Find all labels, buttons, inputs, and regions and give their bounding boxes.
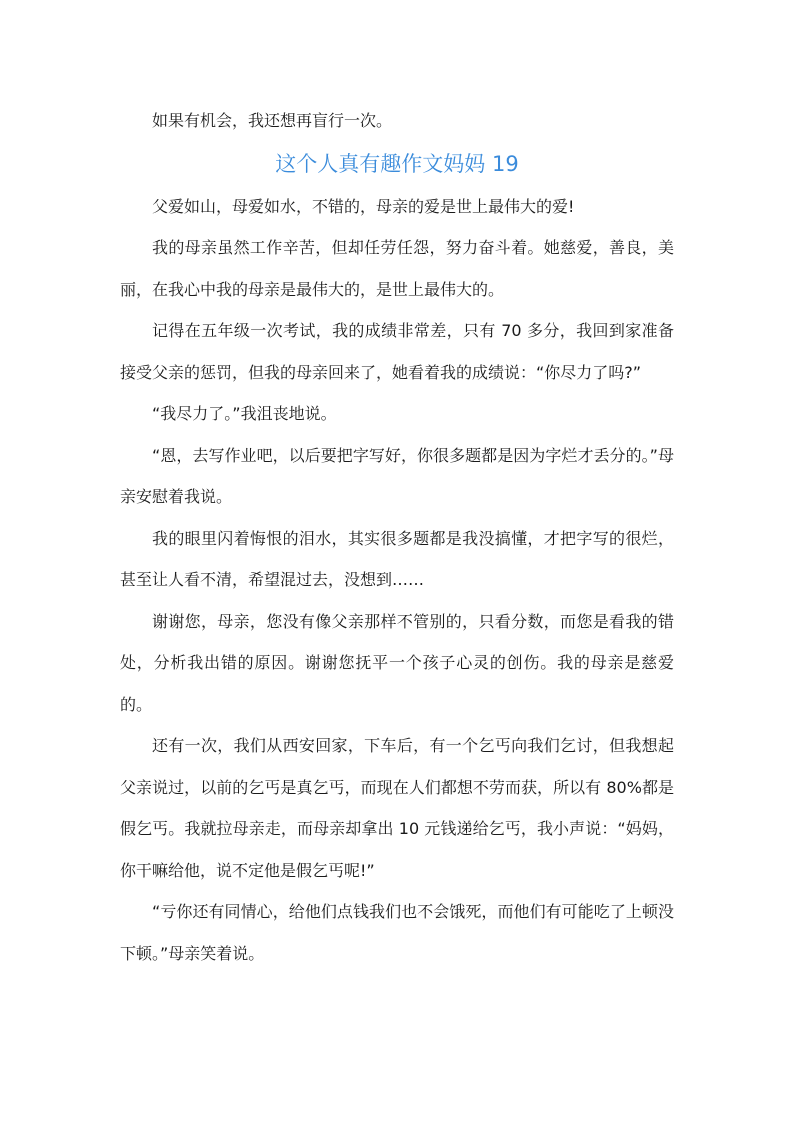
paragraph-7: 谢谢您，母亲，您没有像父亲那样不管别的，只看分数，而您是看我的错处，分析我出错的原因。谢谢您抚平一个孩子心灵的创伤。我的母亲是慈爱的。: [120, 611, 674, 714]
paragraph-1: 父爱如山，母爱如水，不错的，母亲的爱是世上最伟大的爱!: [152, 196, 575, 216]
paragraph-6: 我的眼里闪着悔恨的泪水，其实很多题都是我没搞懂，才把字写的很烂，甚至让人看不清，希望混过去，没想到……: [120, 528, 674, 589]
paragraph-8: 还有一次，我们从西安回家，下车后，有一个乞丐向我们乞讨，但我想起父亲说过，以前的乞丐是真乞丐，而现在人们都想不劳而获，所以有 80%都是假乞丐。我就拉母亲走，而母亲却拿出 10 元钱递给乞丐，我小声说：“妈妈，你干嘛给他，说不定他是假乞丐呢!”: [120, 736, 674, 880]
paragraph-2: 我的母亲虽然工作辛苦，但却任劳任怨，努力奋斗着。她慈爱，善良，美丽，在我心中我的母亲是最伟大的，是世上最伟大的。: [120, 238, 674, 299]
paragraph-4: “我尽力了。”我沮丧地说。: [152, 404, 337, 423]
paragraph-3: 记得在五年级一次考试，我的成绩非常差，只有 70 多分，我回到家准备接受父亲的惩罚，但我的母亲回来了，她看着我的成绩说：“你尽力了吗?”: [120, 321, 674, 382]
document-body: [120, 100, 674, 974]
intro-paragraph: 如果有机会，我还想再盲行一次。: [152, 111, 393, 130]
paragraph-5: “恩，去写作业吧，以后要把字写好，你很多题都是因为字烂才丢分的。”母亲安慰着我说。: [120, 445, 674, 506]
paragraph-9: “亏你还有同情心，给他们点钱我们也不会饿死，而他们有可能吃了上顿没下顿。”母亲笑着说。: [120, 902, 674, 963]
article-title: 这个人真有趣作文妈妈 19: [275, 151, 519, 176]
